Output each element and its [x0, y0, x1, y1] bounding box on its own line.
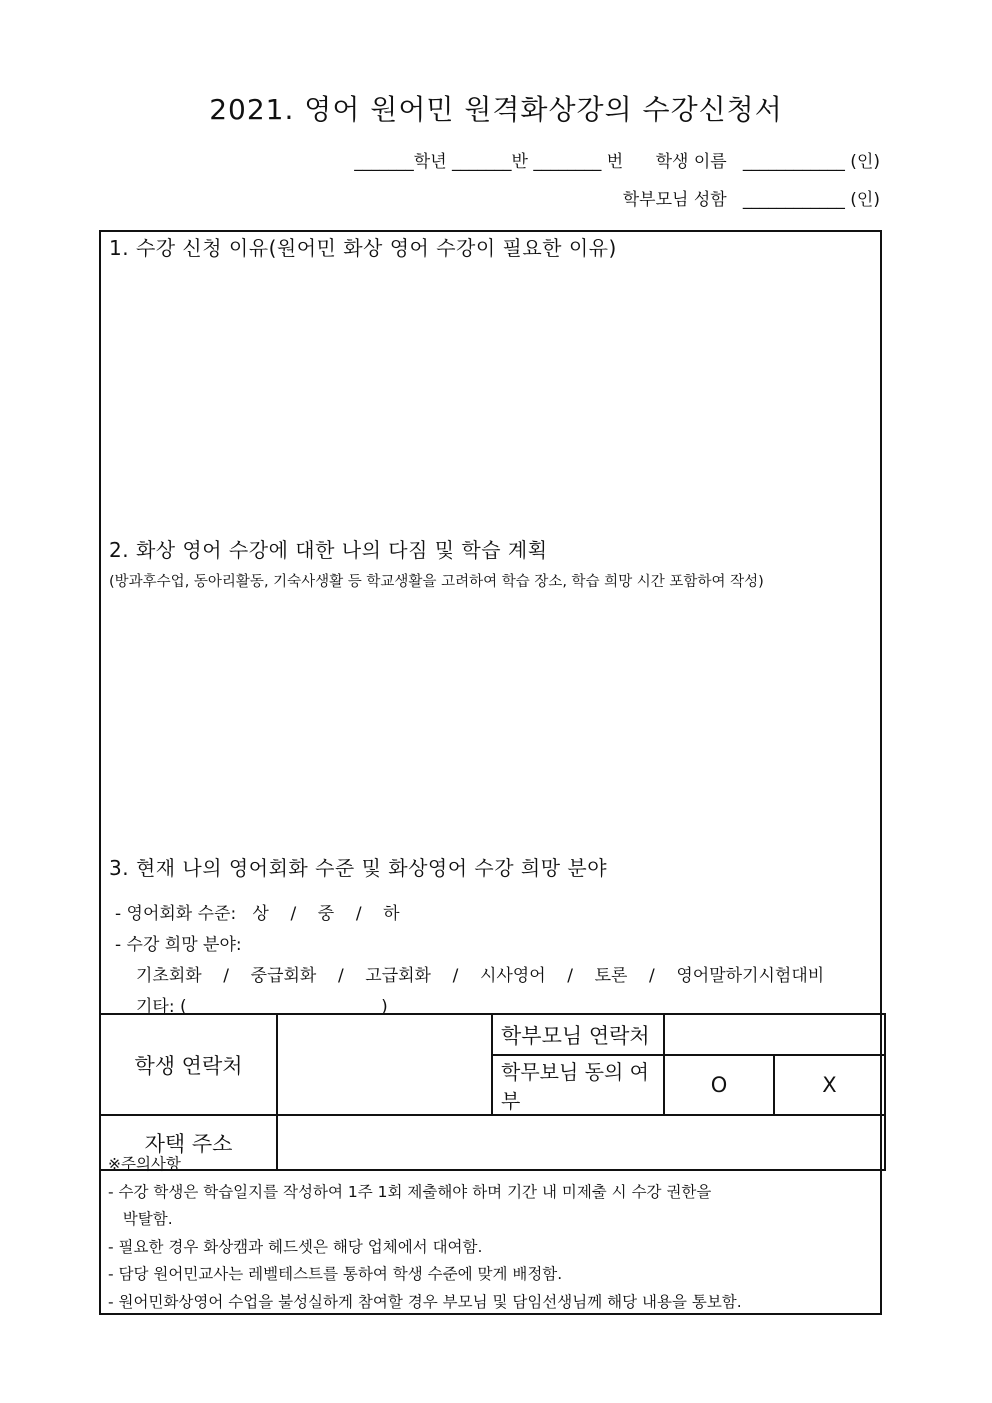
parent-contact-label: 학부모님 연락처 — [492, 1014, 664, 1055]
other-field[interactable]: 기타: ( ) — [136, 997, 388, 1017]
document-title: 2021. 영어 원어민 원격화상강의 수강신청서 — [209, 93, 783, 126]
section2-subtitle: (방과후수업, 동아리활동, 기숙사생활 등 학교생활을 고려하여 학습 장소, 학습 희망 시간 포함하여 작성) — [109, 574, 764, 590]
section1-title: 1. 수강 신청 이유(원어민 화상 영어 수강이 필요한 이유) — [109, 236, 617, 260]
address-label: 자택 주소 — [100, 1115, 277, 1170]
note-item: - 원어민화상영어 수업을 불성실하게 참여할 경우 부모님 및 담임선생님께 해당 내용을 통보함. — [108, 1292, 742, 1311]
parent-contact-field[interactable] — [664, 1014, 885, 1055]
application-form — [99, 230, 882, 1315]
section2-answer-area[interactable] — [107, 598, 873, 844]
notes-heading: ※주의사항 — [108, 1155, 181, 1173]
field-options[interactable]: 기초회화 / 중급회화 / 고급회화 / 시사영어 / 토론 / 영어말하기시험대비 — [136, 966, 825, 986]
note-item: - 수강 학생은 학습일지를 작성하여 1주 1회 제출해야 하며 기간 내 미제출 시 수강 권한을 — [108, 1182, 712, 1201]
consent-yes-option[interactable]: O — [664, 1055, 774, 1115]
notes-section — [101, 1151, 880, 1316]
level-options[interactable]: - 영어회화 수준: 상 / 중 / 하 — [115, 904, 400, 924]
contact-table — [99, 1013, 886, 1171]
student-contact-label: 학생 연락처 — [100, 1014, 277, 1115]
note-item: - 필요한 경우 화상캠과 헤드셋은 해당 업체에서 대여함. — [108, 1237, 483, 1256]
consent-no-option[interactable]: X — [774, 1055, 885, 1115]
note-item: 박탈함. — [108, 1210, 173, 1228]
field-label: - 수강 희망 분야: — [115, 935, 242, 955]
section3-title: 3. 현재 나의 영어회화 수준 및 화상영어 수강 희망 분야 — [109, 856, 608, 880]
student-info-line: _______학년 _______반 ________ 번 학생 이름 ____________ (인) — [354, 152, 880, 172]
section2-title: 2. 화상 영어 수강에 대한 나의 다짐 및 학습 계획 — [109, 538, 548, 562]
parent-name-line: 학부모님 성함 ____________ (인) — [622, 190, 880, 210]
student-contact-field[interactable] — [277, 1014, 492, 1115]
note-item: - 담당 원어민교사는 레벨테스트를 통하여 학생 수준에 맞게 배정함. — [108, 1265, 563, 1283]
parent-consent-label: 학무보님 동의 여부 — [492, 1055, 664, 1115]
section1-answer-area[interactable] — [107, 264, 873, 526]
